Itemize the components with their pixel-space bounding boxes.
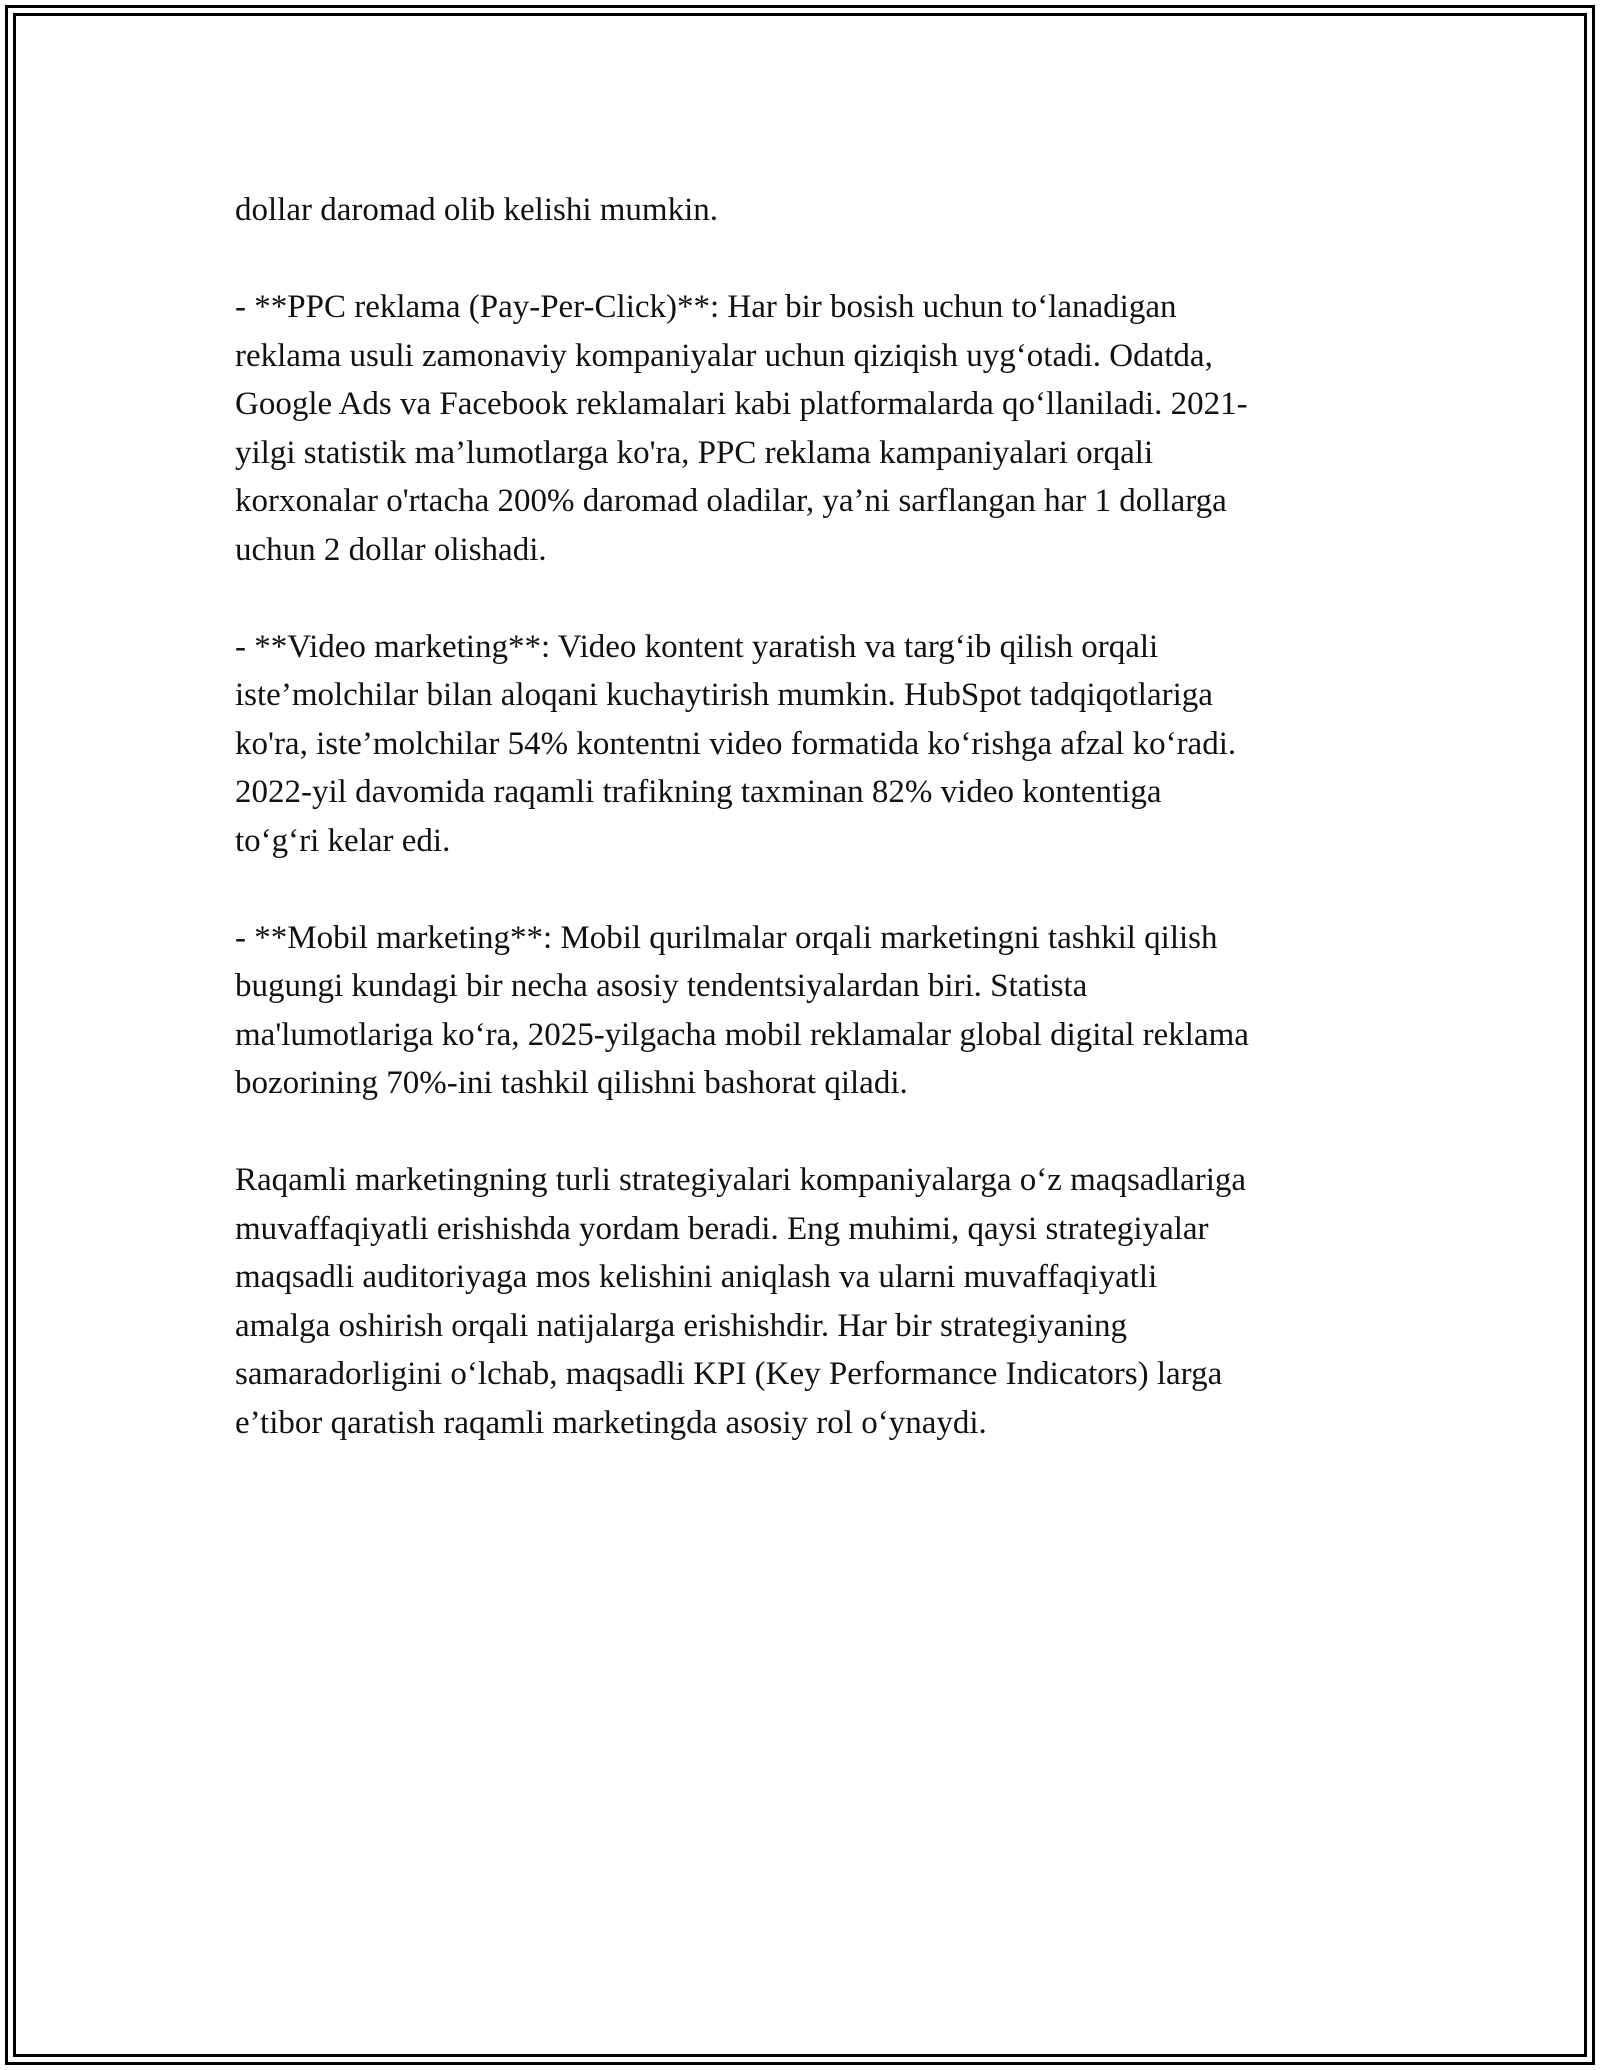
paragraph-conclusion: Raqamli marketingning turli strategiyalari kompaniyalarga o‘z maqsadlariga muvaffaqiyatli erishishda yordam beradi. Eng muhimi, qaysi strategiyalar maqsadli auditoriyaga mos kelishini aniqlash va ularni muvaffaqiyatli amalga oshirish orqali natijalarga erishishdir. Har bir strategiyaning samaradorligini o‘lchab, maqsadli KPI (Key Performance Indicators) larga e’tibor qaratish raqamli marketingda asosiy rol o‘ynaydi. [235, 1162, 1247, 1441]
paragraph-ppc-reklama: - **PPC reklama (Pay-Per-Click)**: Har bir bosish uchun to‘lanadigan reklama usuli zamonaviy kompaniyalar uchun qiziqish uyg‘otadi. Odatda, Google Ads va Facebook reklamalari kabi platformalarda qo‘llaniladi. 2021- yilgi statistik ma’lumotlarga ko'ra, PPC reklama kampaniyalari orqali korxonalar o'rtacha 200% daromad oladilar, ya’ni sarflangan har 1 dollarga uchun 2 dollar olishadi. [235, 289, 1248, 568]
paragraph-continuation: dollar daromad olib kelishi mumkin. [235, 192, 719, 228]
paragraph-video-marketing: - **Video marketing**: Video kontent yaratish va targ‘ib qilish orqali iste’molchilar bilan aloqani kuchaytirish mumkin. HubSpot tadqiqotlariga ko'ra, iste’molchilar 54% kontentni video formatida ko‘rishga afzal ko‘radi. 2022-yil davomida raqamli trafikning taxminan 82% video kontentiga to‘g‘ri kelar edi. [235, 628, 1237, 859]
paragraph-mobil-marketing: - **Mobil marketing**: Mobil qurilmalar orqali marketingni tashkil qilish bugungi kundagi bir necha asosiy tendentsiyalardan biri. Statista ma'lumotlariga ko‘ra, 2025-yilgacha mobil reklamalar global digital reklama bozorining 70%-ini tashkil qilishni bashorat qiladi. [235, 919, 1249, 1101]
document-body [235, 186, 1365, 1496]
